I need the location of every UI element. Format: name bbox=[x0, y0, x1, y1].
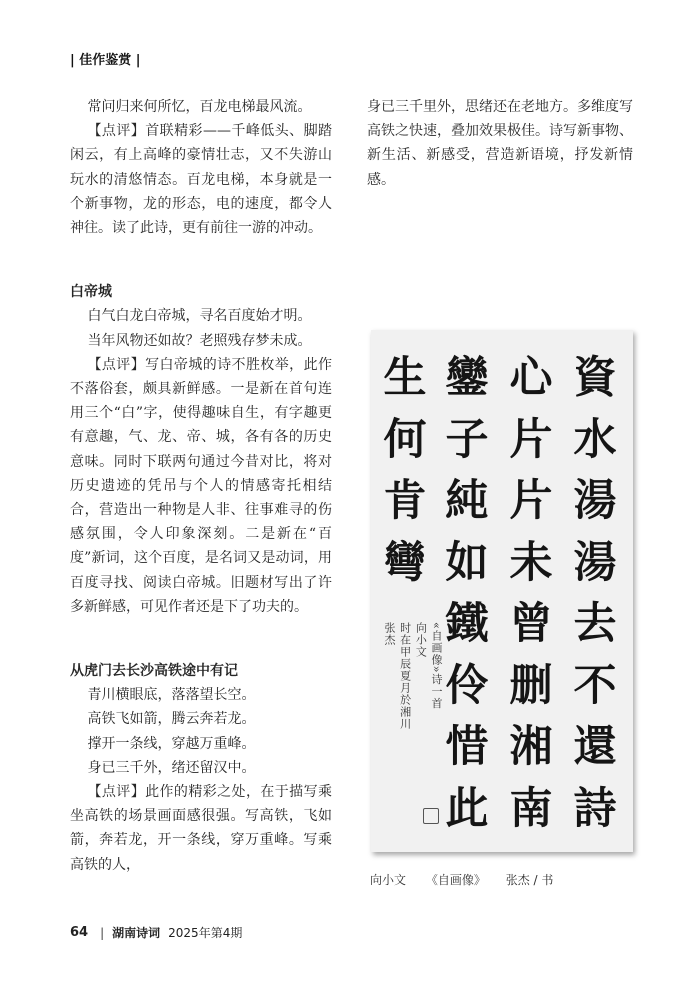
calligraphy-artwork bbox=[371, 330, 633, 852]
artwork-caption bbox=[370, 871, 569, 888]
section-tag: | 佳作鉴赏 | bbox=[70, 53, 141, 68]
calligraphy-char: 片 bbox=[509, 414, 553, 465]
calligraphy-char: 子 bbox=[445, 414, 489, 465]
calligraphy-char: 此 bbox=[445, 783, 489, 834]
calligraphy-char: 伶 bbox=[445, 660, 489, 711]
calligraphy-char: 鐵 bbox=[445, 599, 489, 649]
calligraphy-char: 删 bbox=[509, 660, 553, 711]
poem-line: 撑开一条线，穿越万重峰。 bbox=[87, 735, 256, 752]
calligraphy-column-4 bbox=[377, 348, 433, 594]
calligraphy-char: 未 bbox=[509, 537, 553, 588]
inscription-line: 时在甲辰夏月於湘川 bbox=[398, 622, 412, 730]
right-column bbox=[367, 95, 633, 192]
calligraphy-char: 惜 bbox=[445, 722, 489, 772]
calligraphy-char: 湯 bbox=[573, 537, 617, 588]
calligraphy-char: 肯 bbox=[383, 476, 427, 526]
comment-2: 【点评】写白帝城的诗不胜枚举，此作不落俗套，颇具新鲜感。一是新在首句连用三个“白”字，使得趣味自生，有字趣更有意趣，气、龙、帝、城，各有各的历史意味。同时下联两句通过今昔对比，将对历史遗迹的凭吊与个人的情感寄托相结合，营造出一种物是人非、往事难寻的伤感氛围，令人印象深刻。二是新在“百度”新词，这个百度，是名词又是动词，用百度寻找、阅读白帝城。旧题材写出了许多新鲜感，可见作者还是下了功夫的。 bbox=[70, 356, 332, 615]
poem-line: 青川横眼底，落落望长空。 bbox=[87, 687, 256, 704]
poem-line: 当年风物还如故？老照残存梦未成。 bbox=[87, 332, 312, 349]
magazine-name: 湖南诗词 bbox=[112, 926, 161, 940]
calligraphy-char: 鑾 bbox=[445, 353, 489, 403]
page-footer bbox=[70, 924, 242, 941]
inscription-line: «自画像»诗一首 bbox=[429, 622, 443, 710]
calligraphy-char: 資 bbox=[573, 353, 617, 403]
calligraphy-column-1 bbox=[567, 348, 623, 840]
calligraphy-column-3 bbox=[439, 348, 495, 840]
caption-author: 向小文 bbox=[370, 873, 407, 887]
calligraphy-char: 詩 bbox=[573, 783, 617, 834]
caption-calligrapher: 张杰 / 书 bbox=[505, 873, 554, 887]
poem-title-gaotie: 从虎门去长沙高铁途中有记 bbox=[70, 663, 238, 680]
calligraphy-char: 何 bbox=[383, 414, 427, 465]
calligraphy-char: 純 bbox=[445, 476, 489, 526]
calligraphy-char: 片 bbox=[509, 476, 553, 526]
poem-title-baidicheng: 白帝城 bbox=[70, 284, 112, 301]
calligraphy-char: 生 bbox=[383, 353, 427, 403]
poem-line: 身已三千外，绪还留汉中。 bbox=[87, 759, 256, 776]
calligraphy-char: 湘 bbox=[509, 722, 553, 772]
calligraphy-char: 還 bbox=[573, 722, 617, 772]
calligraphy-char: 不 bbox=[573, 660, 617, 711]
comment-3-continued: 身已三千里外，思绪还在老地方。多维度写高铁之快速，叠加效果极佳。诗写新事物、新生活、新感受，营造新语境，抒发新情感。 bbox=[367, 99, 633, 188]
calligraphy-char: 如 bbox=[445, 537, 489, 588]
inscription-line: 向小文 bbox=[414, 622, 428, 658]
inscription-line: 张杰 bbox=[383, 622, 396, 646]
comment-1: 【点评】首联精彩——千峰低头、脚踏闲云，有上高峰的豪情壮志，又不失游山玩水的清悠情态。百龙电梯，本身就是一个新事物，龙的形态，电的速度，都令人神往。读了此诗，更有前往一游的冲动。 bbox=[70, 123, 332, 237]
calligraphy-char: 彎 bbox=[383, 537, 427, 588]
calligraphy-char: 水 bbox=[573, 414, 617, 465]
poem-line: 高铁飞如箭，腾云奔若龙。 bbox=[87, 711, 256, 728]
calligraphy-inscription bbox=[383, 622, 443, 822]
calligraphy-char: 曾 bbox=[509, 599, 553, 649]
calligraphy-column-2 bbox=[503, 348, 559, 840]
left-column bbox=[70, 95, 332, 877]
calligraphy-char: 心 bbox=[509, 353, 553, 403]
calligraphy-char: 南 bbox=[509, 783, 553, 834]
footer-divider: | bbox=[100, 925, 105, 940]
comment-3: 【点评】此作的精彩之处，在于描写乘坐高铁的场景画面感很强。写高铁，飞如箭，奔若龙，开一条线，穿万重峰。写乘高铁的人， bbox=[70, 784, 332, 873]
caption-work: 《自画像》 bbox=[425, 873, 486, 887]
seal-stamp bbox=[423, 808, 439, 824]
intro-line: 常问归来何所忆，百龙电梯最风流。 bbox=[87, 99, 312, 115]
page-number: 64 bbox=[70, 925, 89, 940]
calligraphy-char: 湯 bbox=[573, 476, 617, 526]
issue-label: 2025年第4期 bbox=[168, 926, 243, 940]
poem-line: 白气白龙白帝城，寻名百度始才明。 bbox=[87, 308, 312, 325]
calligraphy-char: 去 bbox=[573, 599, 617, 649]
